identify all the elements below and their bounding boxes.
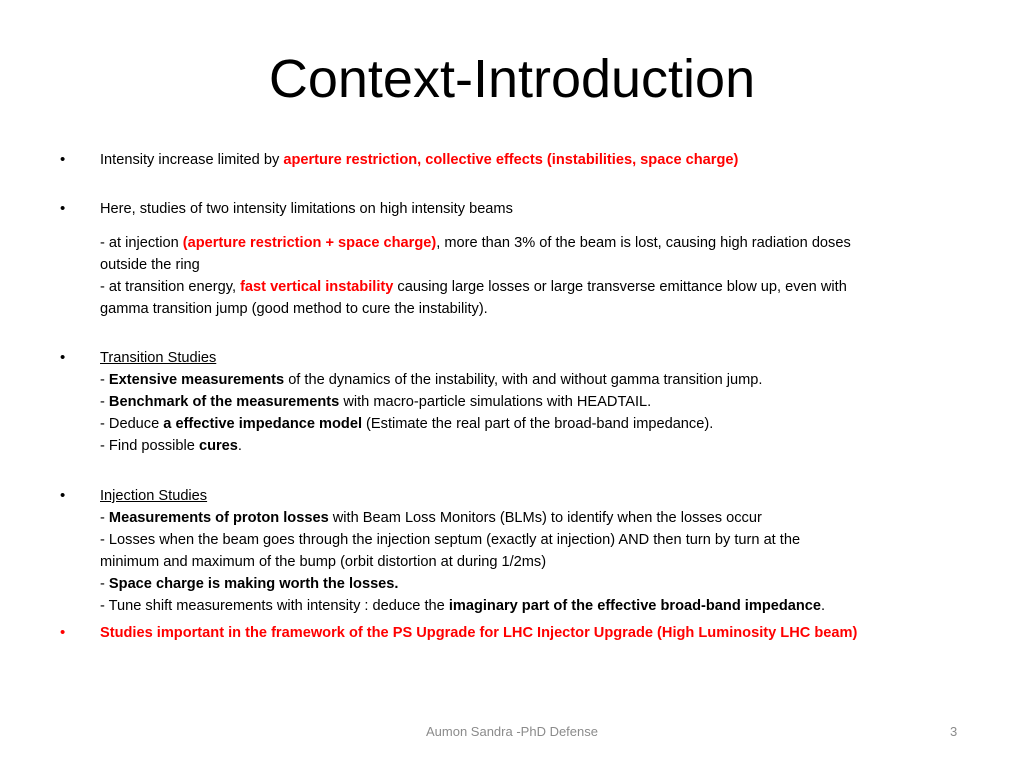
text-segment: - Losses when the beam goes through the injection septum (exactly at injection) AND then turn by turn at the <box>100 532 801 548</box>
text-line <box>100 596 825 616</box>
text-line <box>100 574 398 594</box>
text-segment: gamma transition jump (good method to cure the instability). <box>100 301 488 317</box>
bullet-item <box>100 348 216 368</box>
text-segment: - Find possible <box>100 438 199 454</box>
text-segment: minimum and maximum of the bump (orbit distortion at during 1/2ms) <box>100 554 547 570</box>
text-segment: - <box>100 576 109 592</box>
bullet-icon: • <box>60 200 66 217</box>
text-line <box>100 277 847 297</box>
highlight-text: fast vertical instability <box>240 279 394 295</box>
bullet-icon: • <box>60 151 66 168</box>
text-segment: Intensity increase limited by <box>100 152 284 168</box>
text-segment: - Tune shift measurements with intensity : deduce the <box>100 598 449 614</box>
slide-footer: Aumon Sandra -PhD Defense <box>426 724 598 739</box>
page-number: 3 <box>950 724 958 739</box>
bullet-icon: • <box>60 349 66 366</box>
bold-text: cures <box>198 438 238 454</box>
text-segment: - at injection <box>100 235 183 251</box>
text-line <box>100 530 800 550</box>
bullet-icon: • <box>60 624 66 641</box>
bullet-item <box>100 623 857 643</box>
text-segment: - <box>100 372 109 388</box>
text-segment: - <box>100 510 109 526</box>
text-line <box>100 370 762 390</box>
text-line <box>100 233 851 253</box>
text-segment: Here, studies of two intensity limitations on high intensity beams <box>100 201 513 217</box>
bold-text: Benchmark of the measurements <box>108 394 340 410</box>
highlight-text: Studies important in the framework of the PS Upgrade for LHC Injector Upgrade (High Luminosity LHC beam) <box>100 625 858 641</box>
text-segment: - Deduce <box>100 416 164 432</box>
highlight-text: aperture restriction, collective effects (instabilities, space charge) <box>283 152 739 168</box>
text-segment: - at transition energy, <box>100 279 241 295</box>
text-segment: - <box>100 394 109 410</box>
bullet-icon: • <box>60 487 66 504</box>
bullet-item <box>100 150 738 170</box>
text-segment: with Beam Loss Monitors (BLMs) to identify when the losses occur <box>328 510 762 526</box>
text-line <box>100 414 713 434</box>
bold-text: Space charge is making worth the losses. <box>108 576 399 592</box>
slide-title: Context-Introduction <box>268 49 756 109</box>
text-line <box>100 508 762 528</box>
text-line <box>100 552 546 572</box>
text-segment: outside the ring <box>100 257 200 273</box>
highlight-text: (aperture restriction + space charge) <box>182 235 437 251</box>
text-segment: . <box>237 438 242 454</box>
text-segment: (Estimate the real part of the broad-band impedance). <box>362 416 714 432</box>
bold-text: a effective impedance model <box>163 416 362 432</box>
bullet-item <box>100 199 513 219</box>
text-line <box>100 255 200 275</box>
text-line <box>100 392 651 412</box>
text-segment: . <box>821 598 826 614</box>
bullet-item <box>100 486 207 506</box>
text-segment: causing large losses or large transverse emittance blow up, even with <box>393 279 847 295</box>
text-line <box>100 299 488 319</box>
section-heading: Transition Studies <box>100 350 217 366</box>
bold-text: imaginary part of the effective broad-band impedance <box>448 598 822 614</box>
text-line <box>100 436 242 456</box>
text-segment: of the dynamics of the instability, with and without gamma transition jump. <box>284 372 763 388</box>
section-heading: Injection Studies <box>100 488 208 504</box>
text-segment: , more than 3% of the beam is lost, causing high radiation doses <box>436 235 851 251</box>
bold-text: Measurements of proton losses <box>108 510 329 526</box>
text-segment: with macro-particle simulations with HEADTAIL. <box>339 394 652 410</box>
bold-text: Extensive measurements <box>108 372 285 388</box>
